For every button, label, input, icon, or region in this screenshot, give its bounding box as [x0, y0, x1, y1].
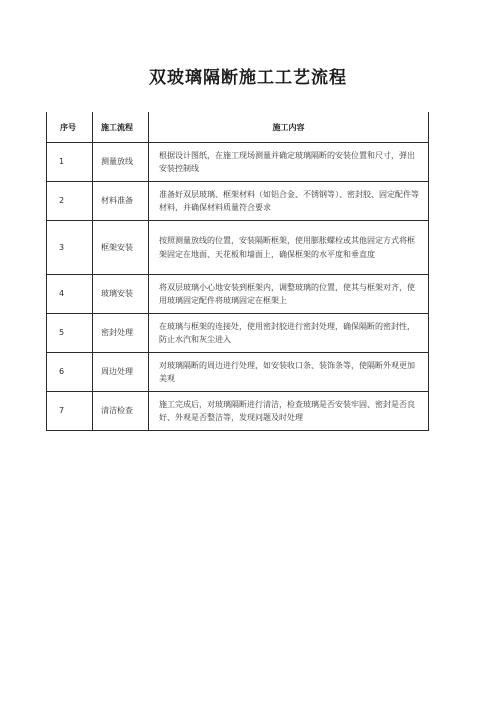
table-row: [47, 143, 429, 182]
header-content: 施工内容: [149, 112, 429, 143]
header-step: 施工流程: [93, 112, 149, 143]
row-step: 材料准备: [93, 182, 149, 221]
row-no: 6: [47, 353, 93, 392]
row-step: 框架安装: [93, 221, 149, 275]
row-no: 2: [47, 182, 93, 221]
row-no: 3: [47, 221, 93, 275]
row-content: 准备好双层玻璃、框架材料（如铝合金、不锈钢等）、密封胶、固定配件等材料，并确保材料质量符合要求: [149, 182, 429, 221]
row-no: 4: [47, 275, 93, 314]
table-row: [47, 221, 429, 275]
row-content: 按照测量放线的位置，安装隔断框架，使用膨胀螺栓或其他固定方式将框架固定在地面、天花板和墙面上，确保框架的水平度和垂直度: [149, 221, 429, 275]
row-step: 玻璃安装: [93, 275, 149, 314]
row-content: 将双层玻璃小心地安装到框架内，调整玻璃的位置，使其与框架对齐，使用玻璃固定配件将玻璃固定在框架上: [149, 275, 429, 314]
table-header-row: [47, 112, 429, 143]
table-row: [47, 353, 429, 392]
row-no: 7: [47, 392, 93, 431]
row-content: 根据设计图纸，在施工现场测量并确定玻璃隔断的安装位置和尺寸，弹出安装控制线: [149, 143, 429, 182]
table-row: [47, 314, 429, 353]
page-title: 双玻璃隔断施工工艺流程: [149, 68, 347, 88]
process-table: [46, 112, 429, 431]
row-step: 清洁检查: [93, 392, 149, 431]
row-content: 在玻璃与框架的连接处，使用密封胶进行密封处理，确保隔断的密封性，防止水汽和灰尘进入: [149, 314, 429, 353]
row-content: 对玻璃隔断的周边进行处理，如安装收口条、装饰条等，使隔断外观更加美观: [149, 353, 429, 392]
row-step: 周边处理: [93, 353, 149, 392]
table-row: [47, 392, 429, 431]
row-step: 密封处理: [93, 314, 149, 353]
row-no: 1: [47, 143, 93, 182]
table-row: [47, 275, 429, 314]
row-content: 施工完成后，对玻璃隔断进行清洁，检查玻璃是否安装牢固、密封是否良好、外观是否整洁等，发现问题及时处理: [149, 392, 429, 431]
row-no: 5: [47, 314, 93, 353]
row-step: 测量放线: [93, 143, 149, 182]
header-no: 序号: [47, 112, 93, 143]
table-row: [47, 182, 429, 221]
